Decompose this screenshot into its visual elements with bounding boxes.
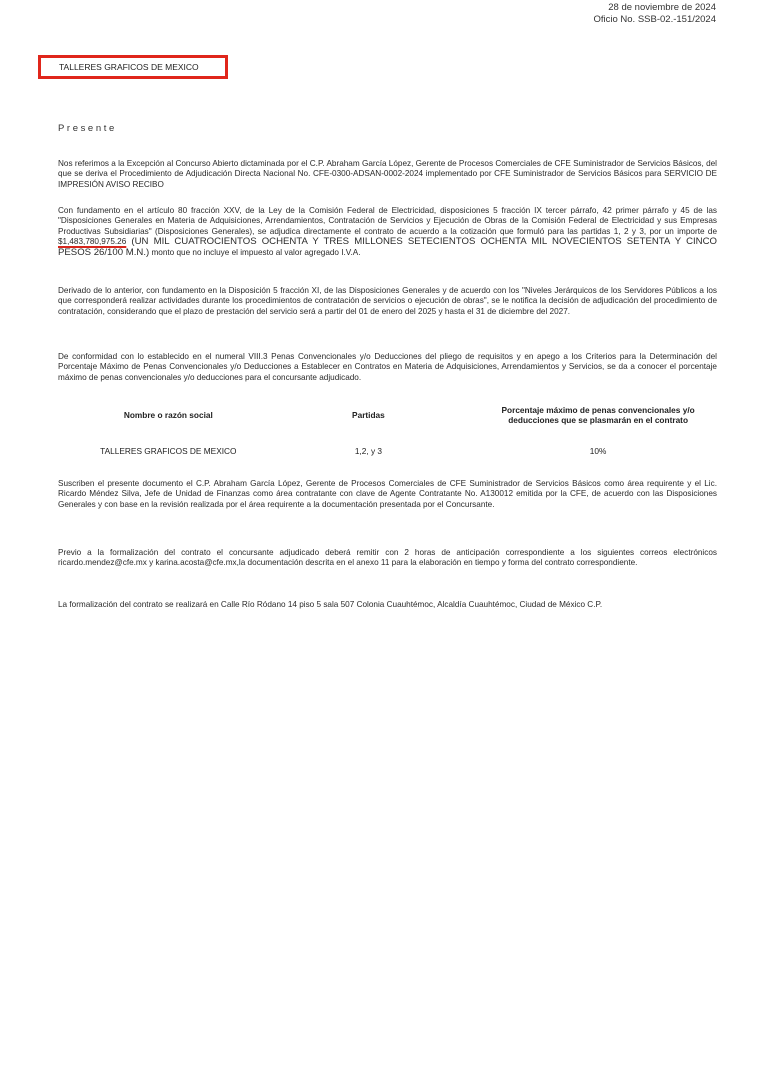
penalty-table [78,398,718,470]
blank-page-area [0,614,768,1083]
contract-amount: $1,483,780,975.26 [58,237,127,247]
recipient-highlight-box [38,55,228,79]
adjudication-text-end: monto que no incluye el impuesto al valor agregado I.V.A. [149,247,361,257]
header-percentage: Porcentaje máximo de penas convencionales y/o deducciones que se plasmarán en el contrato [501,405,695,425]
cell-items: 1,2, y 3 [354,446,383,456]
header-name: Nombre o razón social [123,410,213,420]
paragraph-submission: Previo a la formalización del contrato el concursante adjudicado deberá remitir con 2 horas de anticipación correspondiente a los siguientes correos electrónicos ricardo.mendez@cfe.mx y karina.acosta@cfe.mx,la documentación descrita en el anexo 11 para la elaboración en tiempo y forma del contrato correspondiente. [58,548,717,568]
paragraph-signatories: Suscriben el presente documento el C.P. Abraham García López, Gerente de Procesos Comerciales de CFE Suministrador de Servicios Básicos como área requirente y el Lic. Ricardo Méndez Silva, Jefe de Unidad de Finanzas como área contratante con clave de Agente Contratante No. A130012 emitida por la CFE, de acuerdo con las Disposiciones Generales y con base en la revisión realizada por el área requirente a la documentación presentada por el Concursante. [58,479,717,509]
adjudication-text: Con fundamento en el artículo 80 fracción XXV, de la Ley de la Comisión Federal de Electricidad, disposiciones 5 fracción IX tercer párrafo, 42 primer párrafo y 45 de las "Disposiciones Generales en Materia de Adquisiciones, Arrendamientos, Contratación de Servicios y Ejecución de Obras de la Comisión Federal de Electricidad y sus Empresas Productivas Subsidiarias" (Disposiciones Generales), se adjudica directamente el contrato de acuerdo a la cotización que formuló para las partidas 1, 2 y 3, por un importe de [58,206,717,236]
cell-name: TALLERES GRAFICOS DE MEXICO [100,446,237,456]
table-row [78,432,718,470]
letter-header [593,2,716,26]
paragraph-formalization-cut: La formalización del contrato se realizará en Calle Río Ródano 14 piso 5 sala 507 Colonia Cuauhtémoc, Alcaldía Cuauhtémoc, Ciudad de México C.P. [58,600,603,609]
header-items: Partidas [352,410,385,420]
recipient-name: TALLERES GRAFICOS DE MEXICO [59,62,199,72]
contract-amount-words: (UN MIL CUATROCIENTOS OCHENTA Y TRES MILLONES SETECIENTOS OCHENTA MIL NOVECIENTOS SETENTA Y CINCO PESOS 26/100 M.N.) [58,236,717,258]
greeting: Presente [58,123,117,134]
paragraph-adjudication [58,206,717,258]
paragraph-penalties: De conformidad con lo establecido en el numeral VIII.3 Penas Convencionales y/o Deducciones del pliego de requisitos y en apego a los Criterios para la Determinación del Porcentaje Máximo de Penas Convencionales y/o Deducciones a Establecer en Contratos en Materia de Adquisiciones, Arrendamientos y Servicios, se da a conocer el porcentaje máximo de penas convencionales y/o deducciones para el concursante adjudicado. [58,352,717,382]
cell-percentage: 10% [589,446,607,456]
letter-date: 28 de noviembre de 2024 [608,2,716,13]
paragraph-notification: Derivado de lo anterior, con fundamento en la Disposición 5 fracción XI, de las Disposiciones Generales y de acuerdo con los "Niveles Jerárquicos de los Servidores Públicos a los que corresponderá realizar actividades durante los procedimientos de contratación de servicios o ejecución de obras", se le notifica la decisión de adjudicación del procedimiento de contratación, considerando que el plazo de prestación del servicio será a partir del 01 de enero del 2025 y hasta el 31 de diciembre del 2027. [58,286,717,316]
paragraph-reference: Nos referimos a la Excepción al Concurso Abierto dictaminada por el C.P. Abraham García López, Gerente de Procesos Comerciales de CFE Suministrador de Servicios Básicos, del que se deriva el Procedimiento de Adjudicación Directa Nacional No. CFE-0300-ADSAN-0002-2024 implementado por CFE Suministrador de Servicios Básicos para SERVICIO DE IMPRESIÓN AVISO RECIBO [58,159,717,189]
table-header-row [78,398,718,432]
office-number: Oficio No. SSB-02.-151/2024 [593,14,716,25]
